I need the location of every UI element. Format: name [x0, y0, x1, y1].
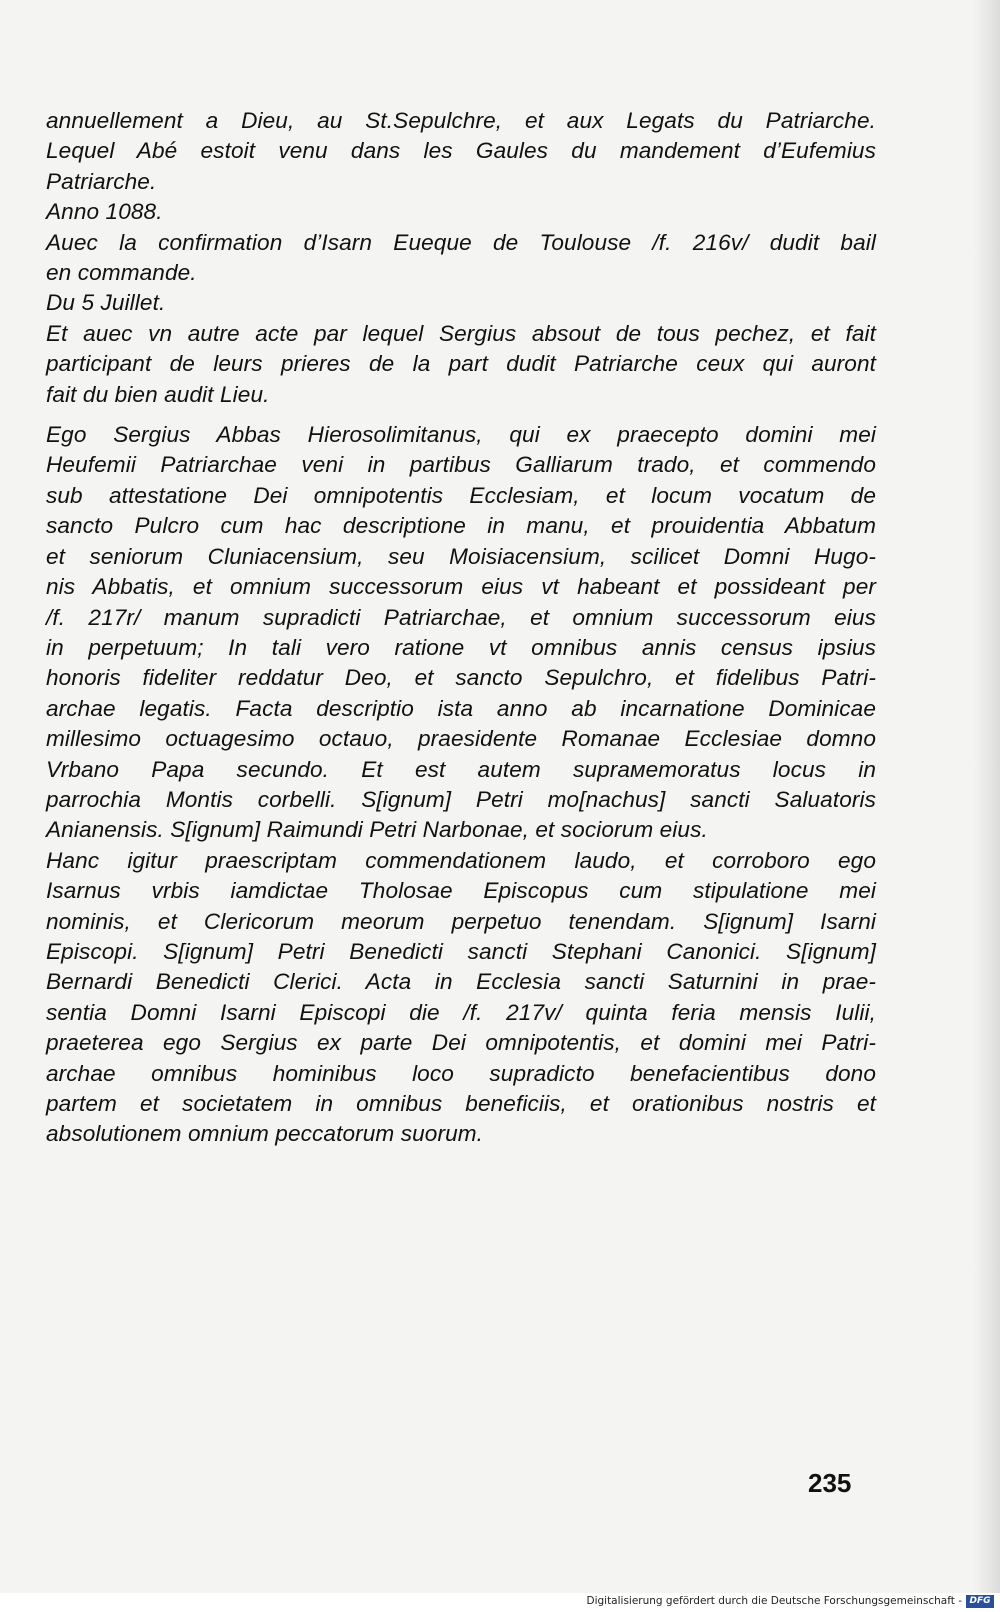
text-line: archae legatis. Facta descriptio ista anno ab incarnatione Dominicae — [46, 695, 876, 721]
text-line: nominis, et Clericorum meorum perpetuo tenendam. S[ignum] Isarni — [46, 908, 876, 934]
text-line: fait du bien audit Lieu. — [46, 381, 270, 407]
text-line: sancto Pulcro cum hac descriptione in manu, et prouidentia Abbatum — [46, 513, 876, 539]
text-line: Et auec vn autre acte par lequel Sergius absout de tous pechez, et fait — [46, 320, 876, 346]
text-line: honoris fideliter reddatur Deo, et sancto Sepulchro, et fidelibus Patri- — [46, 665, 876, 691]
text-line: Episcopi. S[ignum] Petri Benedicti sancti Stephani Canonici. S[ignum] — [46, 938, 876, 964]
text-line: et seniorum Cluniacensium, seu Moisiacensium, scilicet Domni Hugo- — [46, 543, 876, 569]
text-line: millesimo octuagesimo octauo, praesidente Romanae Ecclesiae domno — [46, 726, 876, 752]
text-line: partem et societatem in omnibus beneficiis, et orationibus nostris et — [46, 1091, 876, 1116]
text-line: absolutionem omnium peccatorum suorum. — [46, 1121, 484, 1147]
text-line: parrochia Montis corbelli. S[ignum] Petri mo[nachus] sancti Saluatoris — [46, 786, 876, 812]
text-line: Du 5 Juillet. — [46, 290, 166, 316]
text-line: praeterea ego Sergius ex parte Dei omnipotentis, et domini mei Patri- — [46, 1030, 876, 1056]
text-line: Auec la confirmation d’Isarn Eueque de Toulouse /f. 216v/ dudit bail — [46, 229, 876, 255]
text-line: Patriarche. — [46, 168, 157, 194]
text-line: nis Abbatis, et omnium successorum eius vt habeant et possideant per — [46, 574, 876, 600]
page-edge-shadow — [974, 0, 1000, 1612]
text-line: annuellement a Dieu, au St.Sepulchre, et aux Legats du Patriarche. — [46, 108, 876, 133]
text-line: Heufemii Patriarchae veni in partibus Galliarum trado, et commendo — [46, 452, 876, 478]
text-line: sentia Domni Isarni Episcopi die /f. 217v/ quinta feria mensis Iulii, — [46, 999, 876, 1025]
dfg-logo-icon: DFG — [966, 1595, 994, 1608]
text-line: Vrbano Papa secundo. Et est autem suprамеmoratus locus in — [46, 756, 876, 782]
text-line: Isarnus vrbis iamdictae Tholosae Episcopus cum stipulatione mei — [46, 878, 876, 904]
text-line: Anno 1088. — [46, 199, 163, 225]
digitization-footer — [0, 1593, 1000, 1612]
text-line: archae omnibus hominibus loco supradicto benefacientibus dono — [46, 1060, 876, 1086]
footer-credit: Digitalisierung gefördert durch die Deutsche Forschungsgemeinschaft - — [586, 1595, 962, 1607]
text-line: Bernardi Benedicti Clerici. Acta in Ecclesia sancti Saturnini in prae- — [46, 969, 876, 995]
text-line: en commande. — [46, 260, 197, 286]
text-line: in perpetuum; In tali vero ratione vt omnibus annis census ipsius — [46, 634, 876, 660]
page-number: 235 — [808, 1468, 852, 1498]
document-body — [46, 106, 876, 1150]
text-line: Ego Sergius Abbas Hierosolimitanus, qui ex praecepto domini mei — [46, 422, 876, 448]
text-line: Lequel Abé estoit venu dans les Gaules du mandement d’Eufemius — [46, 138, 876, 164]
text-line: participant de leurs prieres de la part dudit Patriarche ceux qui auront — [46, 351, 876, 377]
text-line: sub attestatione Dei omnipotentis Ecclesiam, et locum vocatum de — [46, 482, 876, 508]
text-line: Anianensis. S[ignum] Raimundi Petri Narbonae, et sociorum eius. — [46, 817, 708, 843]
text-line: Hanc igitur praescriptam commendationem laudo, et corroboro ego — [46, 847, 876, 873]
text-line: /f. 217r/ manum supradicti Patriarchae, et omnium successorum eius — [46, 604, 876, 630]
